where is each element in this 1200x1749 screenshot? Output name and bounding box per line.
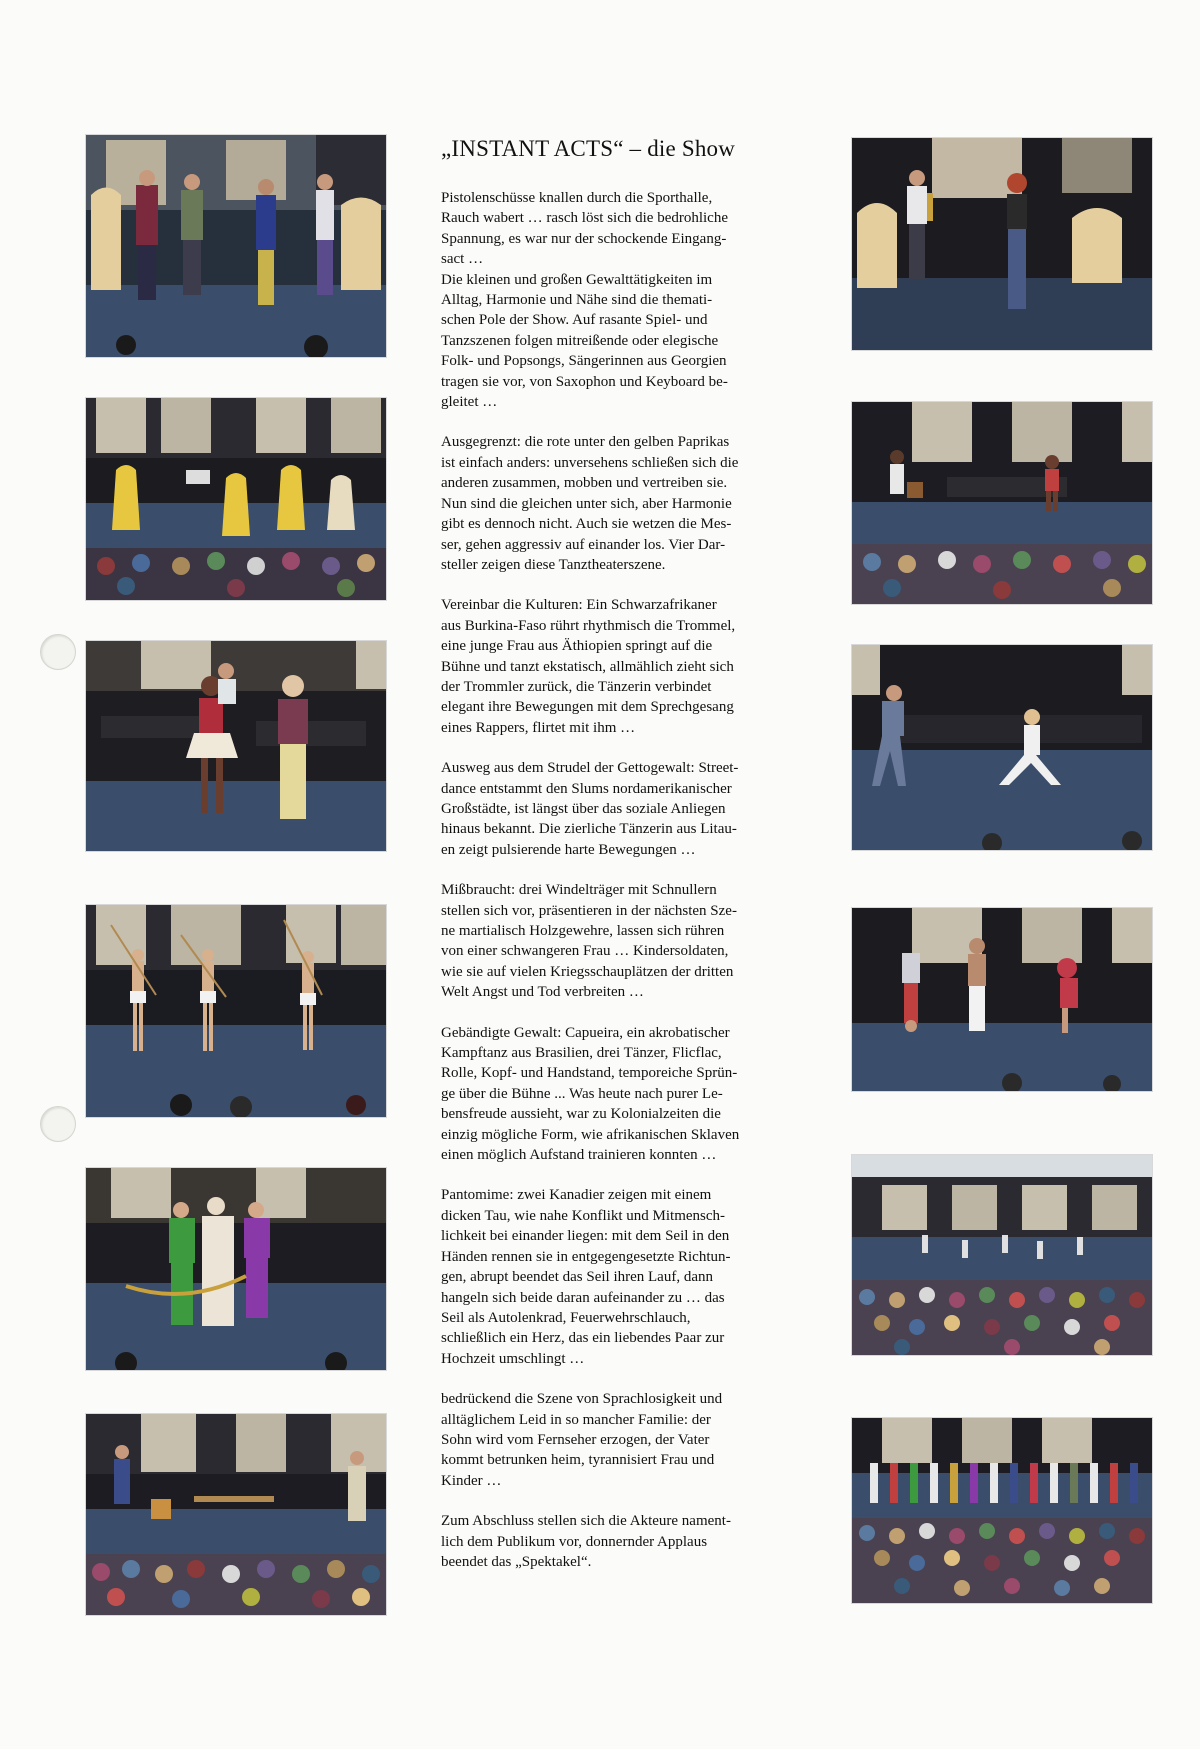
- article-paragraph: [441, 1389, 801, 1491]
- text-line: lich dem Publikum vor, donnernder Applaus: [441, 1533, 708, 1550]
- text-line: beendet das „Spektakel“.: [441, 1553, 592, 1570]
- text-line: schließlich ein Herz, das ein liebendes Paar zur: [441, 1330, 725, 1347]
- photo-capoeira: [852, 908, 1152, 1091]
- text-line: Folk- und Popsongs, Sängerinnen aus Georgien: [441, 353, 727, 370]
- text-line: Welt Angst und Tod verbreiten …: [441, 984, 644, 1001]
- text-line: Sohn wird vom Fernseher erzogen, der Vater: [441, 1431, 710, 1448]
- text-line: hangeln sich beide daran aufeinander zu … das: [441, 1289, 725, 1306]
- text-line: eine junge Frau aus Äthiopien springt auf die: [441, 638, 713, 655]
- text-line: ser, gehen aggressiv auf einander los. Vier Dar-: [441, 536, 726, 553]
- text-line: en zeigt pulsierende harte Bewegungen …: [441, 841, 696, 858]
- text-line: Händen rennen sie in entgegengesetzte Richtun-: [441, 1248, 731, 1265]
- article-paragraph: [441, 188, 801, 412]
- text-line: anderen zusammen, mobben und vertreiben sie.: [441, 475, 728, 492]
- text-line: Pistolenschüsse knallen durch die Sporthalle,: [441, 190, 713, 206]
- article-paragraph: [441, 1511, 801, 1572]
- text-line: einzig mögliche Form, wie afrikanischen Sklaven: [441, 1126, 740, 1143]
- text-line: Hochzeit umschlingt …: [441, 1350, 585, 1367]
- text-line: gibt es dennoch nicht. Auch sie wetzen die Mes-: [441, 516, 732, 533]
- photo-saxophone-singer: [852, 138, 1152, 350]
- article-paragraph: [441, 595, 801, 738]
- photo-ethiopian-dancer-rapper: [86, 641, 386, 851]
- text-line: dance entstammt den Slums nordamerikanischer: [441, 780, 732, 797]
- text-line: sact …: [441, 251, 484, 268]
- text-line: Tanzszenen folgen mitreißende oder elegische: [441, 332, 719, 349]
- article-paragraph: [441, 1023, 801, 1166]
- photo-pantomime-rope: [86, 1168, 386, 1370]
- photo-streetdance: [852, 645, 1152, 850]
- punch-hole-top: [40, 634, 76, 670]
- text-line: eines Rappers, flirtet mit ihm …: [441, 719, 636, 736]
- text-line: wie sie auf vielen Kriegsschauplätzen der dritten: [441, 963, 734, 980]
- article-paragraph: [441, 758, 801, 860]
- text-line: Gebändigte Gewalt: Capueira, ein akrobatischer: [441, 1024, 730, 1041]
- article-text: [441, 136, 801, 1592]
- photo-drummer-dancer: [852, 402, 1152, 604]
- text-line: gen, abrupt beendet das Seil ihren Lauf, dann: [441, 1269, 713, 1286]
- text-line: der Trommler zurück, die Tänzerin verbindet: [441, 678, 712, 695]
- text-line: steller zeigen diese Tanztheaterszene.: [441, 556, 666, 573]
- text-line: Pantomime: zwei Kanadier zeigen mit einem: [441, 1187, 712, 1204]
- text-line: Ausweg aus dem Strudel der Gettogewalt: Street-: [441, 760, 739, 777]
- photo-opening-group: [86, 135, 386, 357]
- article-paragraph: [441, 432, 801, 575]
- photo-family-scene: [86, 1414, 386, 1615]
- text-line: kommt betrunken heim, tyrannisiert Frau und: [441, 1452, 715, 1469]
- text-line: ne martialisch Holzgewehre, lassen sich rühren: [441, 923, 725, 939]
- photo-finale-applause: [852, 1418, 1152, 1603]
- text-line: aus Burkina-Faso rührt rhythmisch die Trommel,: [441, 617, 736, 634]
- text-line: Zum Abschluss stellen sich die Akteure nament-: [441, 1513, 731, 1530]
- text-line: bensfreude aussieht, war zu Kolonialzeiten die: [441, 1106, 721, 1123]
- text-line: Bühne und tanzt ekstatisch, allmählich zieht sich: [441, 658, 734, 675]
- text-line: einen möglich Aufstand trainieren konnten …: [441, 1147, 717, 1164]
- text-line: Kinder …: [441, 1472, 502, 1489]
- punch-hole-bottom: [40, 1106, 76, 1142]
- text-line: gleitet …: [441, 394, 498, 411]
- text-line: Seil als Autolenkrad, Feuerwehrschlauch,: [441, 1309, 691, 1326]
- article-body: [441, 188, 801, 1572]
- photo-paprika-scene: [86, 398, 386, 600]
- article-paragraph: [441, 880, 801, 1002]
- text-line: Rauch wabert … rasch löst sich die bedrohliche: [441, 210, 728, 227]
- text-line: Kampftanz aus Brasilien, drei Tänzer, Flicflac,: [441, 1045, 722, 1062]
- text-line: dicken Tau, wie nahe Konflikt und Mitmensch-: [441, 1207, 726, 1224]
- text-line: Alltag, Harmonie und Nähe sind die themati-: [441, 292, 713, 309]
- text-line: ge über die Bühne ... Was heute nach purer Le-: [441, 1085, 723, 1102]
- text-line: Rolle, Kopf- und Handstand, temporeiche Sprün-: [441, 1065, 738, 1082]
- text-line: tragen sie vor, von Saxophon und Keyboard be-: [441, 373, 728, 390]
- photo-child-soldiers: [86, 905, 386, 1117]
- photo-stage-overview: [852, 1155, 1152, 1355]
- text-line: Ausgegrenzt: die rote unter den gelben Paprikas: [441, 434, 730, 451]
- article-paragraph: [441, 1185, 801, 1369]
- text-line: Spannung, es war nur der schockende Eingang-: [441, 230, 727, 247]
- text-line: stellen sich vor, präsentieren in der nächsten Sze-: [441, 902, 737, 919]
- text-line: Die kleinen und großen Gewalttätigkeiten im: [441, 271, 713, 288]
- text-line: alltäglichem Leid in so mancher Familie: der: [441, 1411, 711, 1428]
- text-line: Großstädte, ist längst über das soziale Anliegen: [441, 800, 726, 817]
- text-line: Vereinbar die Kulturen: Ein Schwarzafrikaner: [441, 597, 717, 614]
- text-line: hinaus bekannt. Die zierliche Tänzerin aus Litau-: [441, 821, 737, 838]
- page-title: „INSTANT ACTS“ – die Show: [441, 136, 736, 161]
- text-line: bedrückend die Szene von Sprachlosigkeit und: [441, 1391, 723, 1408]
- text-line: von einer schwangeren Frau … Kindersoldaten,: [441, 943, 729, 960]
- text-line: Nun sind die gleichen unter sich, aber Harmonie: [441, 495, 732, 512]
- text-line: Mißbraucht: drei Windelträger mit Schnullern: [441, 882, 717, 899]
- text-line: ist einfach anders: unversehens schließen sich die: [441, 454, 739, 471]
- text-line: lichkeit bei einander liegen: mit dem Seil in den: [441, 1228, 730, 1245]
- text-line: schen Pole der Show. Auf rasante Spiel- und: [441, 312, 708, 329]
- text-line: elegant ihre Bewegungen mit dem Sprechgesang: [441, 699, 734, 716]
